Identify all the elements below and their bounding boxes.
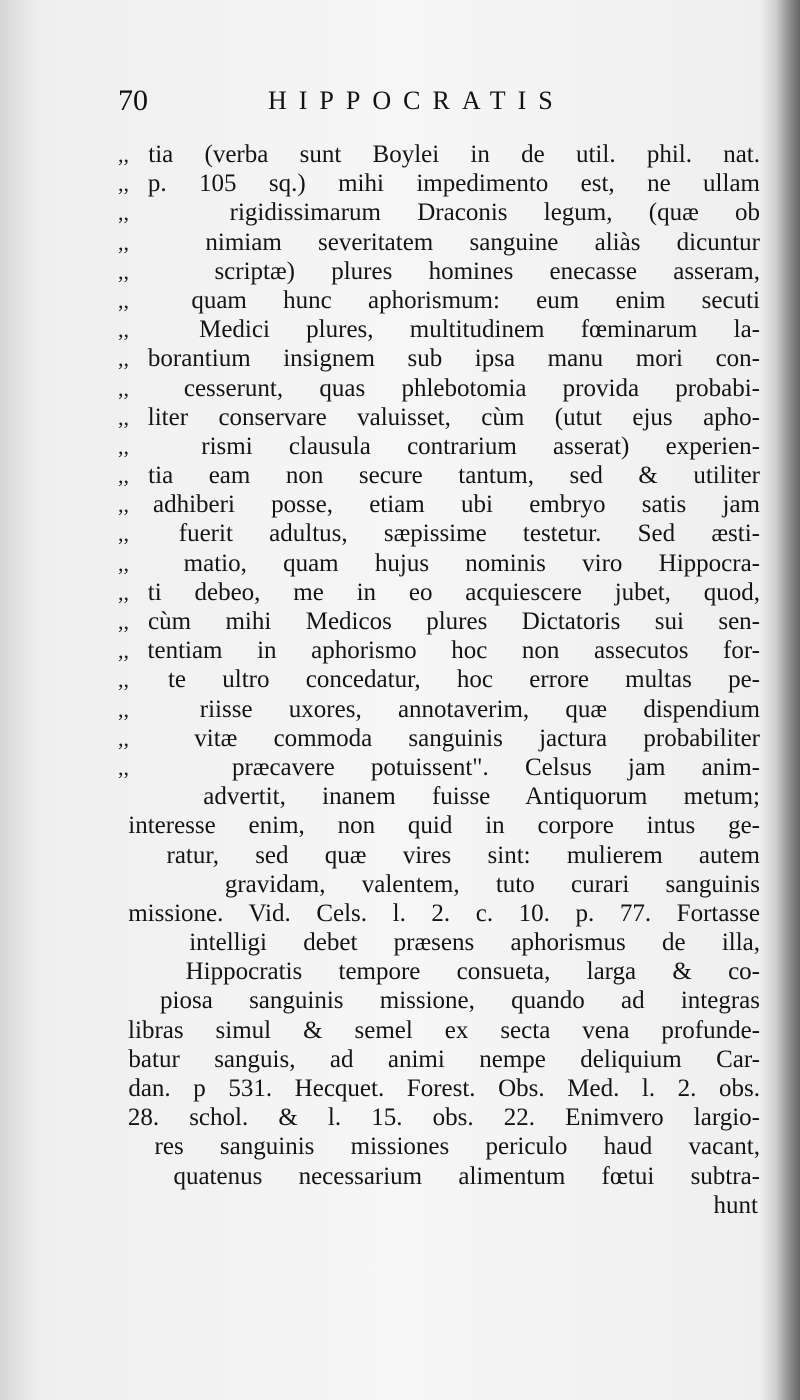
quote-mark: ,, [118,754,129,780]
line-text: adhiberi posse, etiam ubi embryo satis jam [153,491,760,519]
line-text: ratur, sed quæ vires sint: mulierem autem [166,841,760,869]
catchword: hunt [713,1191,758,1219]
line-text: rigidissimarum Draconis legum, (quæ ob [229,199,760,227]
text-line [118,1045,760,1074]
text-line [118,957,760,986]
text-line [118,315,760,344]
text-line [118,724,760,753]
line-text: tentiam in aphorismo hoc non assecutos for- [147,637,760,665]
quote-mark: ,, [118,258,129,284]
text-line [118,461,760,490]
text-line [118,1162,760,1191]
line-text: præcavere potuissent". Celsus jam anim- [231,753,760,781]
line-text: quam hunc aphorismum: eum enim secuti [191,286,760,314]
text-line [118,198,760,227]
line-text: liter conservare valuisset, cùm (utut ejus apho- [147,403,760,431]
line-text: scriptæ) plures homines enecasse asseram, [214,257,760,285]
quote-mark: ,, [118,463,129,489]
text-line [118,169,760,198]
line-text: Hippocratis tempore consueta, larga & co- [185,958,760,986]
line-text: te ultro concedatur, hoc errore multas pe- [167,666,760,694]
text-line [118,753,760,782]
text-line [118,636,760,665]
line-text: missione. Vid. Cels. l. 2. c. 10. p. 77. Fortasse [128,899,760,927]
quote-mark: ,, [118,375,129,401]
quote-mark: ,, [118,229,129,255]
text-line [118,607,760,636]
page-number: 70 [118,84,148,117]
line-text: vitæ commoda sanguinis jactura probabiliter [194,724,760,752]
text-line [118,228,760,257]
text-line [118,1016,760,1045]
text-line [118,257,760,286]
line-text: matio, quam hujus nominis viro Hippocra- [183,549,760,577]
quote-mark: ,, [118,579,129,605]
quote-mark: ,, [118,433,129,459]
line-text: intelligi debet præsens aphorismus de illa, [189,929,760,957]
line-text: p. 105 sq.) mihi impedimento est, ne ullam [147,170,760,198]
line-text: advertit, inanem fuisse Antiquorum metum; [203,783,760,811]
line-text: riisse uxores, annotaverim, quæ dispendium [199,695,760,723]
line-text: 28. schol. & l. 15. obs. 22. Enimvero largio- [127,1104,760,1132]
text-line [118,1132,760,1161]
line-text: quatenus necessarium alimentum fœtui subtra- [173,1162,760,1190]
page-header [118,84,758,124]
text-line [118,782,760,811]
text-line [118,432,760,461]
line-text: dan. p 531. Hecquet. Forest. Obs. Med. l. 2. obs. [128,1075,760,1102]
quote-mark: ,, [118,346,129,372]
text-line [118,665,760,694]
text-line [118,1074,760,1103]
text-line [118,811,760,840]
quote-mark: ,, [118,287,129,313]
line-text: piosa sanguinis missione, quando ad integras [160,987,760,1015]
text-line [118,403,760,432]
line-text: nimiam severitatem sanguine aliàs dicuntur [205,228,760,256]
text-line [118,695,760,724]
quote-mark: ,, [118,404,129,430]
line-text: cesserunt, quas phlebotomia provida probabi- [183,374,760,402]
text-line [118,140,760,169]
quote-mark: ,, [118,725,129,751]
line-text: borantium insignem sub ipsa manu mori con- [147,345,760,373]
text-line [118,870,760,899]
quote-mark: ,, [118,667,129,693]
line-text: libras simul & semel ex secta vena profunde- [128,1016,760,1044]
page-shadow [776,0,800,1400]
line-text: tia eam non secure tantum, sed & utiliter [148,462,760,490]
line-text: rismi clausula contrarium asserat) experien- [201,432,760,460]
text-line [118,578,760,607]
text-line [118,374,760,403]
text-line [118,841,760,870]
line-text: batur sanguis, ad animi nempe deliquium Car- [128,1045,760,1073]
quote-mark: ,, [118,492,129,518]
quote-mark: ,, [118,609,129,634]
text-line [118,344,760,373]
line-text: interesse enim, non quid in corpore intus ge- [128,812,760,840]
line-text: gravidam, valentem, tuto curari sanguinis [224,870,760,898]
quote-mark: ,, [118,317,129,343]
text-line [118,519,760,548]
text-line [118,986,760,1015]
text-line [118,549,760,578]
text-line [118,286,760,315]
quote-mark: ,, [118,521,129,547]
text-line [118,1103,760,1132]
line-text: cùm mihi Medicos plures Dictatoris sui sen- [148,608,760,635]
line-text: tia (verba sunt Boylei in de util. phil. nat. [148,141,760,168]
text-line [118,928,760,957]
quote-mark: ,, [118,171,129,197]
text-line [118,899,760,928]
quote-mark: ,, [118,696,129,722]
line-text: res sanguinis missiones periculo haud vacant, [154,1133,760,1161]
line-text: fuerit adultus, sæpissime testetur. Sed æsti- [178,520,760,548]
running-head: HIPPOCRATIS [268,86,565,115]
quote-mark: ,, [118,200,129,226]
body-text [118,140,760,1221]
quote-mark: ,, [118,142,129,167]
line-text: ti debeo, me in eo acquiescere jubet, quod, [147,578,760,606]
catchword-row [118,1191,760,1221]
quote-mark: ,, [118,638,129,664]
line-text: Medici plures, multitudinem fœminarum la- [199,316,760,344]
text-line [118,490,760,519]
quote-mark: ,, [118,550,129,576]
